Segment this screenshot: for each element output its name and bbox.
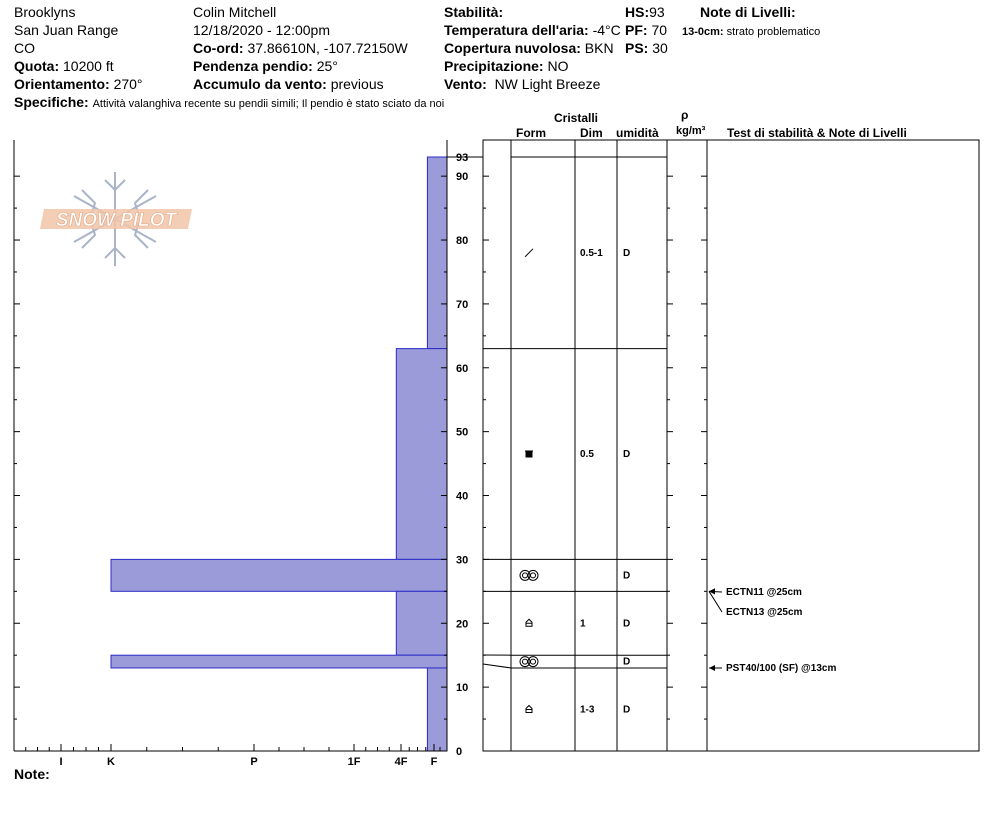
layer-table-frame [483, 140, 979, 751]
form-header: Form [516, 126, 546, 140]
depth-hoar-icon [526, 619, 532, 626]
datetime: 12/18/2020 - 12:00pm [193, 22, 330, 38]
moisture-value: D [623, 656, 631, 668]
grain-form-dh-icon [526, 705, 532, 712]
decomposing-fragments-icon [525, 249, 533, 257]
range: San Juan Range [14, 22, 119, 38]
layer-note-text: strato problematico [726, 26, 821, 38]
specifics-label: Specifiche: [14, 94, 89, 110]
moisture-value: D [623, 618, 631, 630]
rho-header: ρ [681, 108, 689, 122]
height-label: 30 [456, 554, 469, 567]
grain-form-fc-icon [525, 451, 533, 457]
hardness-bar [396, 349, 447, 560]
height-label: 80 [456, 235, 469, 248]
moisture-header: umidità [616, 126, 659, 140]
layer-note-depth: 13-0cm: [682, 26, 724, 38]
hardness-label: I [59, 756, 63, 768]
cloud-label: Copertura nuvolosa: [444, 40, 581, 56]
hardness-bar [396, 591, 447, 655]
crystals-header: Cristalli [554, 111, 599, 125]
height-label: 50 [456, 426, 469, 439]
hardness-bar [427, 157, 447, 349]
air-temp-label: Temperatura dell'aria: [444, 22, 589, 38]
elevation-value: 10200 ft [63, 58, 114, 74]
wind-value: NW Light Breeze [494, 76, 601, 92]
grain-size: 0.5-1 [580, 247, 603, 259]
depth-hoar-icon [526, 705, 532, 712]
observer: Colin Mitchell [193, 4, 277, 20]
state: CO [14, 40, 35, 56]
stability-tests [709, 587, 836, 674]
wind-load-value: previous [330, 76, 384, 92]
melt-form-inner-icon [523, 573, 528, 578]
stability-label: Stabilità: [444, 4, 504, 20]
hardness-bar [111, 655, 447, 668]
logo-text: SNOW PILOT [55, 210, 177, 231]
coord-value: 37.86610N, -107.72150W [247, 40, 408, 56]
hardness-bar [427, 668, 447, 751]
grain-form-dh-icon [526, 619, 532, 626]
height-label: 20 [456, 618, 469, 631]
stability-test-label: ECTN13 @25cm [726, 607, 803, 618]
grain-size: 1-3 [580, 704, 595, 716]
hardness-bar [111, 559, 447, 591]
grain-form-df-icon [525, 249, 533, 257]
test-arrow-icon [709, 665, 715, 671]
specifics-value: Attività valanghiva recente su pendii simili; Il pendio è stato sciato da noi [92, 98, 445, 110]
height-label: 10 [456, 682, 469, 695]
elevation-label: Quota: [14, 58, 60, 74]
air-temp-value: -4°C [592, 22, 621, 38]
height-label: 0 [456, 746, 463, 758]
aspect-label: Orientamento: [14, 76, 110, 92]
moisture-value: D [623, 704, 631, 716]
ps-value: 30 [652, 40, 668, 56]
precip-value: NO [547, 58, 569, 74]
melt-form-inner-icon [531, 573, 536, 578]
hs-label: HS: [625, 4, 650, 20]
tests-notes-header: Test di stabilità & Note di Livelli [727, 126, 907, 140]
pf-value: 70 [651, 22, 668, 38]
stability-test-label: PST40/100 (SF) @13cm [726, 663, 837, 674]
layer-notes-title: Note di Livelli: [700, 4, 796, 20]
coord-label: Co-ord: [193, 40, 244, 56]
grain-form-mf-icon [520, 570, 538, 580]
melt-form-inner-icon [523, 659, 528, 664]
cloud-value: BKN [584, 40, 614, 56]
height-label: 60 [456, 362, 469, 375]
moisture-value: D [623, 247, 631, 259]
snowpilot-logo [40, 172, 192, 266]
grain-size: 1 [580, 618, 586, 630]
density-unit-header: kg/m³ [676, 125, 706, 137]
hardness-bars [111, 157, 447, 751]
layer-connector [483, 664, 511, 668]
slope-label: Pendenza pendio: [193, 58, 313, 74]
grain-size: 0.5 [580, 449, 594, 460]
wind-label: Vento: [444, 76, 487, 92]
height-label: 70 [456, 298, 469, 311]
wind-load-label: Accumulo da vento: [193, 76, 327, 92]
hardness-label: P [250, 756, 258, 768]
dim-header: Dim [580, 126, 603, 140]
stability-test-label: ECTN11 @25cm [726, 587, 802, 598]
hardness-label: 4F [394, 756, 408, 768]
ps-label: PS: [625, 40, 649, 56]
hardness-ticks [26, 744, 440, 768]
hardness-label: 1F [347, 756, 361, 768]
hardness-label: K [107, 756, 115, 768]
test-leader [709, 591, 722, 612]
grain-form-mf-icon [520, 657, 538, 667]
hs-value: 93 [649, 4, 665, 20]
moisture-value: D [623, 570, 631, 582]
melt-form-inner-icon [531, 659, 536, 664]
density-ticks [483, 176, 707, 751]
slope-value: 25° [316, 58, 338, 74]
precip-label: Precipitazione: [444, 58, 544, 74]
aspect-value: 270° [113, 76, 143, 92]
moisture-value: D [623, 449, 631, 460]
height-label: 90 [456, 171, 469, 184]
height-label: 40 [456, 490, 469, 503]
faceted-crystal-icon [526, 451, 532, 457]
note-label: Note: [14, 766, 50, 782]
height-top-label: 93 [456, 152, 469, 164]
pf-label: PF: [625, 22, 648, 38]
location: Brooklyns [14, 4, 76, 20]
hardness-label: F [430, 756, 438, 768]
